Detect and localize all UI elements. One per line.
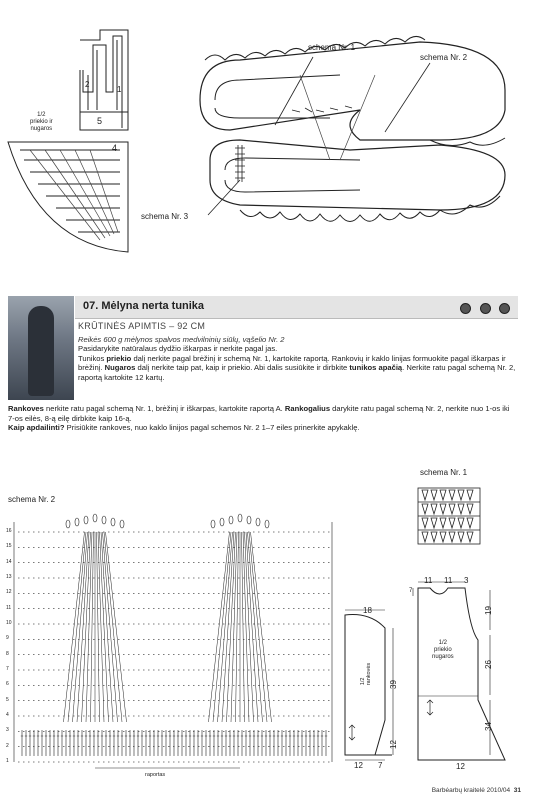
stitch-triangle: [449, 504, 455, 514]
row-number: 2: [6, 742, 9, 749]
picot-loop: [229, 516, 233, 524]
sleeve-side-measure: 12: [388, 740, 398, 749]
stitch-mark: [249, 532, 267, 722]
stitch-triangle: [431, 490, 437, 500]
stitch-mark: [231, 532, 237, 722]
stitch-mark: [104, 532, 122, 722]
row-number: 1: [6, 758, 9, 764]
top-diagram: [0, 0, 543, 260]
raportas-label: raportas: [145, 772, 166, 778]
section-1-label: 1: [117, 85, 122, 94]
pattern-header: [75, 296, 518, 319]
stitch-mark: [222, 532, 234, 722]
stitch-mark: [103, 532, 118, 722]
stitch-triangle: [431, 518, 437, 528]
picot-loop: [265, 520, 269, 528]
body-top-11b: 11: [444, 576, 453, 585]
stitch-triangle: [431, 504, 437, 514]
body-side-7: 7: [409, 588, 413, 594]
stitch-triangle: [467, 504, 473, 514]
body-34: 34: [483, 722, 493, 731]
stitch-mark: [98, 532, 104, 722]
picot-loop: [102, 516, 106, 524]
stitch-mark: [227, 532, 236, 722]
stitch-triangle: [422, 504, 428, 514]
difficulty-rating: [456, 301, 510, 319]
stitch-mark: [64, 532, 85, 722]
stitch-mark: [97, 532, 100, 722]
stitch-triangle: [440, 504, 446, 514]
picot-loop: [238, 514, 242, 522]
row-number: 10: [6, 620, 12, 626]
model-figure: [28, 306, 54, 396]
stitch-triangle: [431, 532, 437, 542]
row-number: 11: [6, 604, 12, 611]
body-19: 19: [483, 606, 493, 615]
picot-loop: [111, 518, 115, 526]
stitch-mark: [242, 532, 245, 722]
schema-1-label-bottom: schema Nr. 1: [420, 468, 468, 477]
top-diagram-graphics: [0, 0, 543, 260]
row-number: 15: [6, 543, 12, 550]
instructions-continued: [8, 404, 518, 433]
row-number: 12: [6, 589, 12, 596]
row-number: 5: [6, 696, 9, 703]
instruction-p3: Rankoves nerkite ratu pagal schemą Nr. 1, brėžinį ir iškarpas, kartokite raportą A. Rankogalius darykite ratu pagal schemą Nr. 2, nerkite nuo 1-os iki 7-os eilės, 8-ą eilę dirbkite kaip 16-ą.: [8, 404, 510, 423]
stitch-mark: [68, 532, 86, 722]
row-number: 9: [6, 635, 9, 642]
sleeve-bottom-7: 7: [378, 761, 383, 770]
stitch-triangle: [422, 532, 428, 542]
schema-2-label-top: schema Nr. 2: [420, 53, 468, 62]
picot-loop: [256, 518, 260, 526]
body-26: 26: [483, 660, 493, 669]
section-2-label: 2: [85, 80, 90, 89]
picot-loop: [211, 520, 215, 528]
body-half-label: 1/2 priekio nugaros: [432, 640, 454, 660]
stitch-mark: [246, 532, 258, 722]
stitch-mark: [248, 532, 263, 722]
stitch-mark: [213, 532, 231, 722]
stitch-triangle: [449, 490, 455, 500]
row-number: 7: [6, 666, 9, 672]
picot-loop: [247, 516, 251, 524]
row-number: 13: [6, 574, 12, 580]
stitch-triangle: [467, 490, 473, 500]
picot-loop: [75, 518, 79, 526]
yarn-note: Reikės 600 g mėlynos spalvos medvilninių siūlų, vąšelio Nr. 2: [78, 334, 285, 344]
stitch-triangle: [458, 490, 464, 500]
stitch-triangle: [467, 518, 473, 528]
stitch-mark: [73, 532, 88, 722]
picot-loop: [84, 516, 88, 524]
schema-2-label-bottom: schema Nr. 2: [8, 495, 56, 504]
stitch-triangle: [440, 532, 446, 542]
stitch-triangle: [458, 504, 464, 514]
stitch-mark: [91, 532, 94, 722]
stitch-triangle: [440, 518, 446, 528]
sleeve-bottom-12: 12: [354, 761, 363, 770]
footer-text: Barbėarbų kraitelė 2010/04: [431, 787, 511, 794]
instruction-p4: Kaip apdailinti? Prisiūkite rankoves, nuo kaklo linijos pagal schemos Nr. 2 1–7 eiles prinerkite apykaklę.: [8, 423, 360, 433]
row-number: 6: [6, 681, 9, 688]
stitch-mark: [82, 532, 91, 722]
stitch-mark: [251, 532, 272, 722]
stitch-mark: [243, 532, 249, 722]
instruction-p2: Tunikos priekio dalį nerkite pagal brėžinį ir schemą Nr. 1, kartokite raportą. Rankovių ir kaklo linijas formuokite pagal iškarpas ir brėžinį. Nugaros dalį nerkite taip pat, kaip ir priekio. Abi dalis susiūkite ir dirbkite tunikos apačią. Nerkite ratu pagal schemą Nr. 2, raportą kartokite 12 kartų.: [78, 353, 516, 382]
body-bottom: 12: [456, 762, 465, 771]
page-footer: [432, 787, 521, 794]
stitch-mark: [245, 532, 254, 722]
instruction-p1: Pasidarykite natūralaus dydžio iškarpas ir nerkite pagal jas.: [78, 344, 278, 354]
stitch-mark: [101, 532, 113, 722]
section-4-label: 4: [112, 143, 118, 153]
picot-loop: [120, 520, 124, 528]
stitch-mark: [236, 532, 239, 722]
sleeve-length-measure: 39: [388, 680, 398, 689]
stitch-triangle: [449, 518, 455, 528]
stitch-triangle: [467, 532, 473, 542]
stitch-mark: [77, 532, 89, 722]
sleeve-top-measure: 18: [363, 606, 372, 615]
picot-loop: [220, 518, 224, 526]
difficulty-dot-icon: [480, 303, 491, 314]
difficulty-dot-icon: [460, 303, 471, 314]
page-number: 31: [513, 787, 521, 794]
half-front-back-label: 1/2 priekio ir nugaros: [30, 112, 53, 132]
row-number: 8: [6, 650, 9, 657]
stitch-mark: [100, 532, 109, 722]
schema-3-label-top: schema Nr. 3: [141, 212, 189, 221]
section-5-label: 5: [97, 116, 103, 126]
row-number: 4: [6, 712, 9, 718]
stitch-mark: [209, 532, 230, 722]
row-number: 14: [6, 558, 12, 565]
stitch-triangle: [458, 518, 464, 528]
stitch-triangle: [422, 518, 428, 528]
body-top-3: 3: [464, 576, 469, 585]
row-number: 16: [6, 528, 12, 534]
sleeve-half-label: 1/2 rankovės: [360, 662, 373, 686]
stitch-mark: [218, 532, 233, 722]
row-number: 3: [6, 727, 9, 734]
difficulty-dot-icon: [499, 303, 510, 314]
pattern-title: 07. Mėlyna nerta tunika: [83, 300, 205, 312]
picot-loop: [66, 520, 70, 528]
stitch-triangle: [449, 532, 455, 542]
stitch-triangle: [458, 532, 464, 542]
picot-loop: [93, 514, 97, 522]
stitch-triangle: [440, 490, 446, 500]
stitch-mark: [106, 532, 127, 722]
bust-measure: KRŪTINĖS APIMTIS – 92 CM: [78, 321, 206, 331]
stitch-triangle: [422, 490, 428, 500]
body-top-11a: 11: [424, 576, 433, 585]
instructions: [78, 322, 518, 383]
model-photo: [8, 296, 74, 400]
stitch-mark: [86, 532, 92, 722]
schema-1-label-top: schema Nr. 1: [308, 43, 356, 52]
